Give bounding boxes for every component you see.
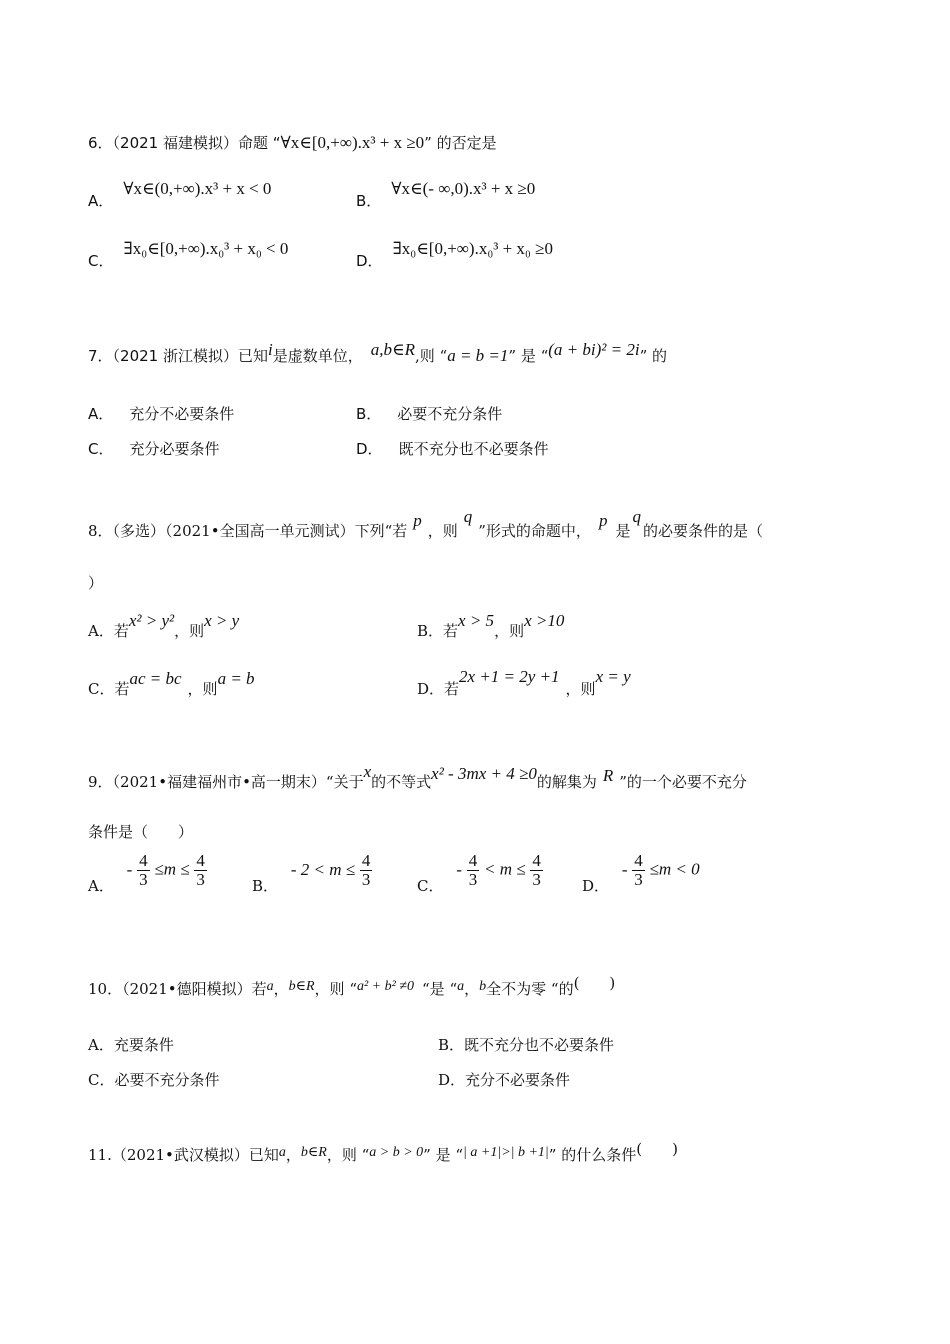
q8-option-b[interactable]: B．若x > 5，则x >10 bbox=[417, 611, 565, 640]
q6-option-a[interactable]: A．∀x∈(0,+∞).x³ + x < 0 bbox=[88, 179, 272, 210]
q10-stem: 10．（2021•德阳模拟）若a，b∈R，则 “a² + b² ≠0 “是 “a，b全不为零 “的( ) bbox=[88, 974, 616, 998]
fraction: $\frac{4}{3}$ bbox=[139, 851, 148, 889]
fraction: $\frac{4}{3}$ bbox=[634, 851, 643, 889]
q7-option-b[interactable]: B． 必要不充分条件 bbox=[356, 405, 503, 423]
fraction: $\frac{4}{3}$ bbox=[468, 851, 478, 889]
q11-stem: 11.（2021•武汉模拟）已知a，b∈R，则 “a > b > 0” 是 “| a +1|>| b +1|” 的什么条件( ) bbox=[88, 1140, 678, 1164]
q10-option-b[interactable]: B．既不充分也不必要条件 bbox=[438, 1036, 615, 1054]
q10-option-c[interactable]: C．必要不充分条件 bbox=[88, 1071, 220, 1089]
q6-stem: 6．（2021 福建模拟）命题 “∀x∈[0,+∞).x³ + x ≥0” 的否定是 bbox=[88, 133, 497, 152]
q6-option-b[interactable]: B．∀x∈(- ∞,0).x³ + x ≥0 bbox=[356, 179, 536, 210]
q8-option-a[interactable]: A．若x² > y²，则x > y bbox=[88, 611, 240, 640]
q6-option-d[interactable]: D．∃x₀∈[0,+∞).x₀³ + x₀ ≥0 bbox=[356, 239, 553, 270]
q9-option-b[interactable]: B． - 2 < m ≤ $\frac{4}{3}$ bbox=[252, 851, 371, 895]
q9-stem-cont: 条件是（ ） bbox=[88, 823, 194, 841]
fraction: $\frac{4}{3}$ bbox=[361, 851, 371, 889]
q8-option-d[interactable]: D．若2x +1 = 2y +1，则x = y bbox=[417, 667, 631, 698]
fraction: $\frac{4}{3}$ bbox=[532, 851, 541, 889]
q7-option-d[interactable]: D． 既不充分也不必要条件 bbox=[356, 440, 549, 458]
q10-option-a[interactable]: A．充要条件 bbox=[88, 1036, 174, 1054]
q8-stem: 8．（多选）（2021•全国高一单元测试）下列“若p，则q”形式的命题中，p是q的必要条件的是（ bbox=[88, 507, 763, 540]
q6-option-c[interactable]: C．∃x₀∈[0,+∞).x₀³ + x₀ < 0 bbox=[88, 239, 289, 270]
q7-option-c[interactable]: C． 充分必要条件 bbox=[88, 440, 220, 458]
q9-stem: 9．（2021•福建福州市•高一期末）“关于x的不等式x² - 3mx + 4 ≥0的解集为 R ”的一个必要不充分 bbox=[88, 762, 747, 791]
q8-stem-close: ） bbox=[88, 574, 104, 592]
fraction: $\frac{4}{3}$ bbox=[196, 851, 205, 889]
q9-option-a[interactable]: A． - $\frac{4}{3}$ ≤m ≤ $\frac{4}{3}$ bbox=[88, 851, 205, 895]
q7-stem: 7．（2021 浙江模拟）已知i是虚数单位， a,b∈R,则 “a = b =1” 是 “(a + bi)² = 2i” 的 bbox=[88, 340, 668, 365]
q8-option-c[interactable]: C．若ac = bc，则a = b bbox=[88, 669, 255, 698]
q6-expression: ∀x∈[0,+∞).x³ + x ≥0 bbox=[280, 133, 425, 152]
q9-option-d[interactable]: D． - $\frac{4}{3}$ ≤m < 0 bbox=[582, 851, 700, 895]
q10-option-d[interactable]: D．充分不必要条件 bbox=[438, 1071, 571, 1089]
q7-option-a[interactable]: A． 充分不必要条件 bbox=[88, 405, 235, 423]
q9-option-c[interactable]: C． - $\frac{4}{3}$ < m ≤ $\frac{4}{3}$ bbox=[417, 851, 541, 895]
